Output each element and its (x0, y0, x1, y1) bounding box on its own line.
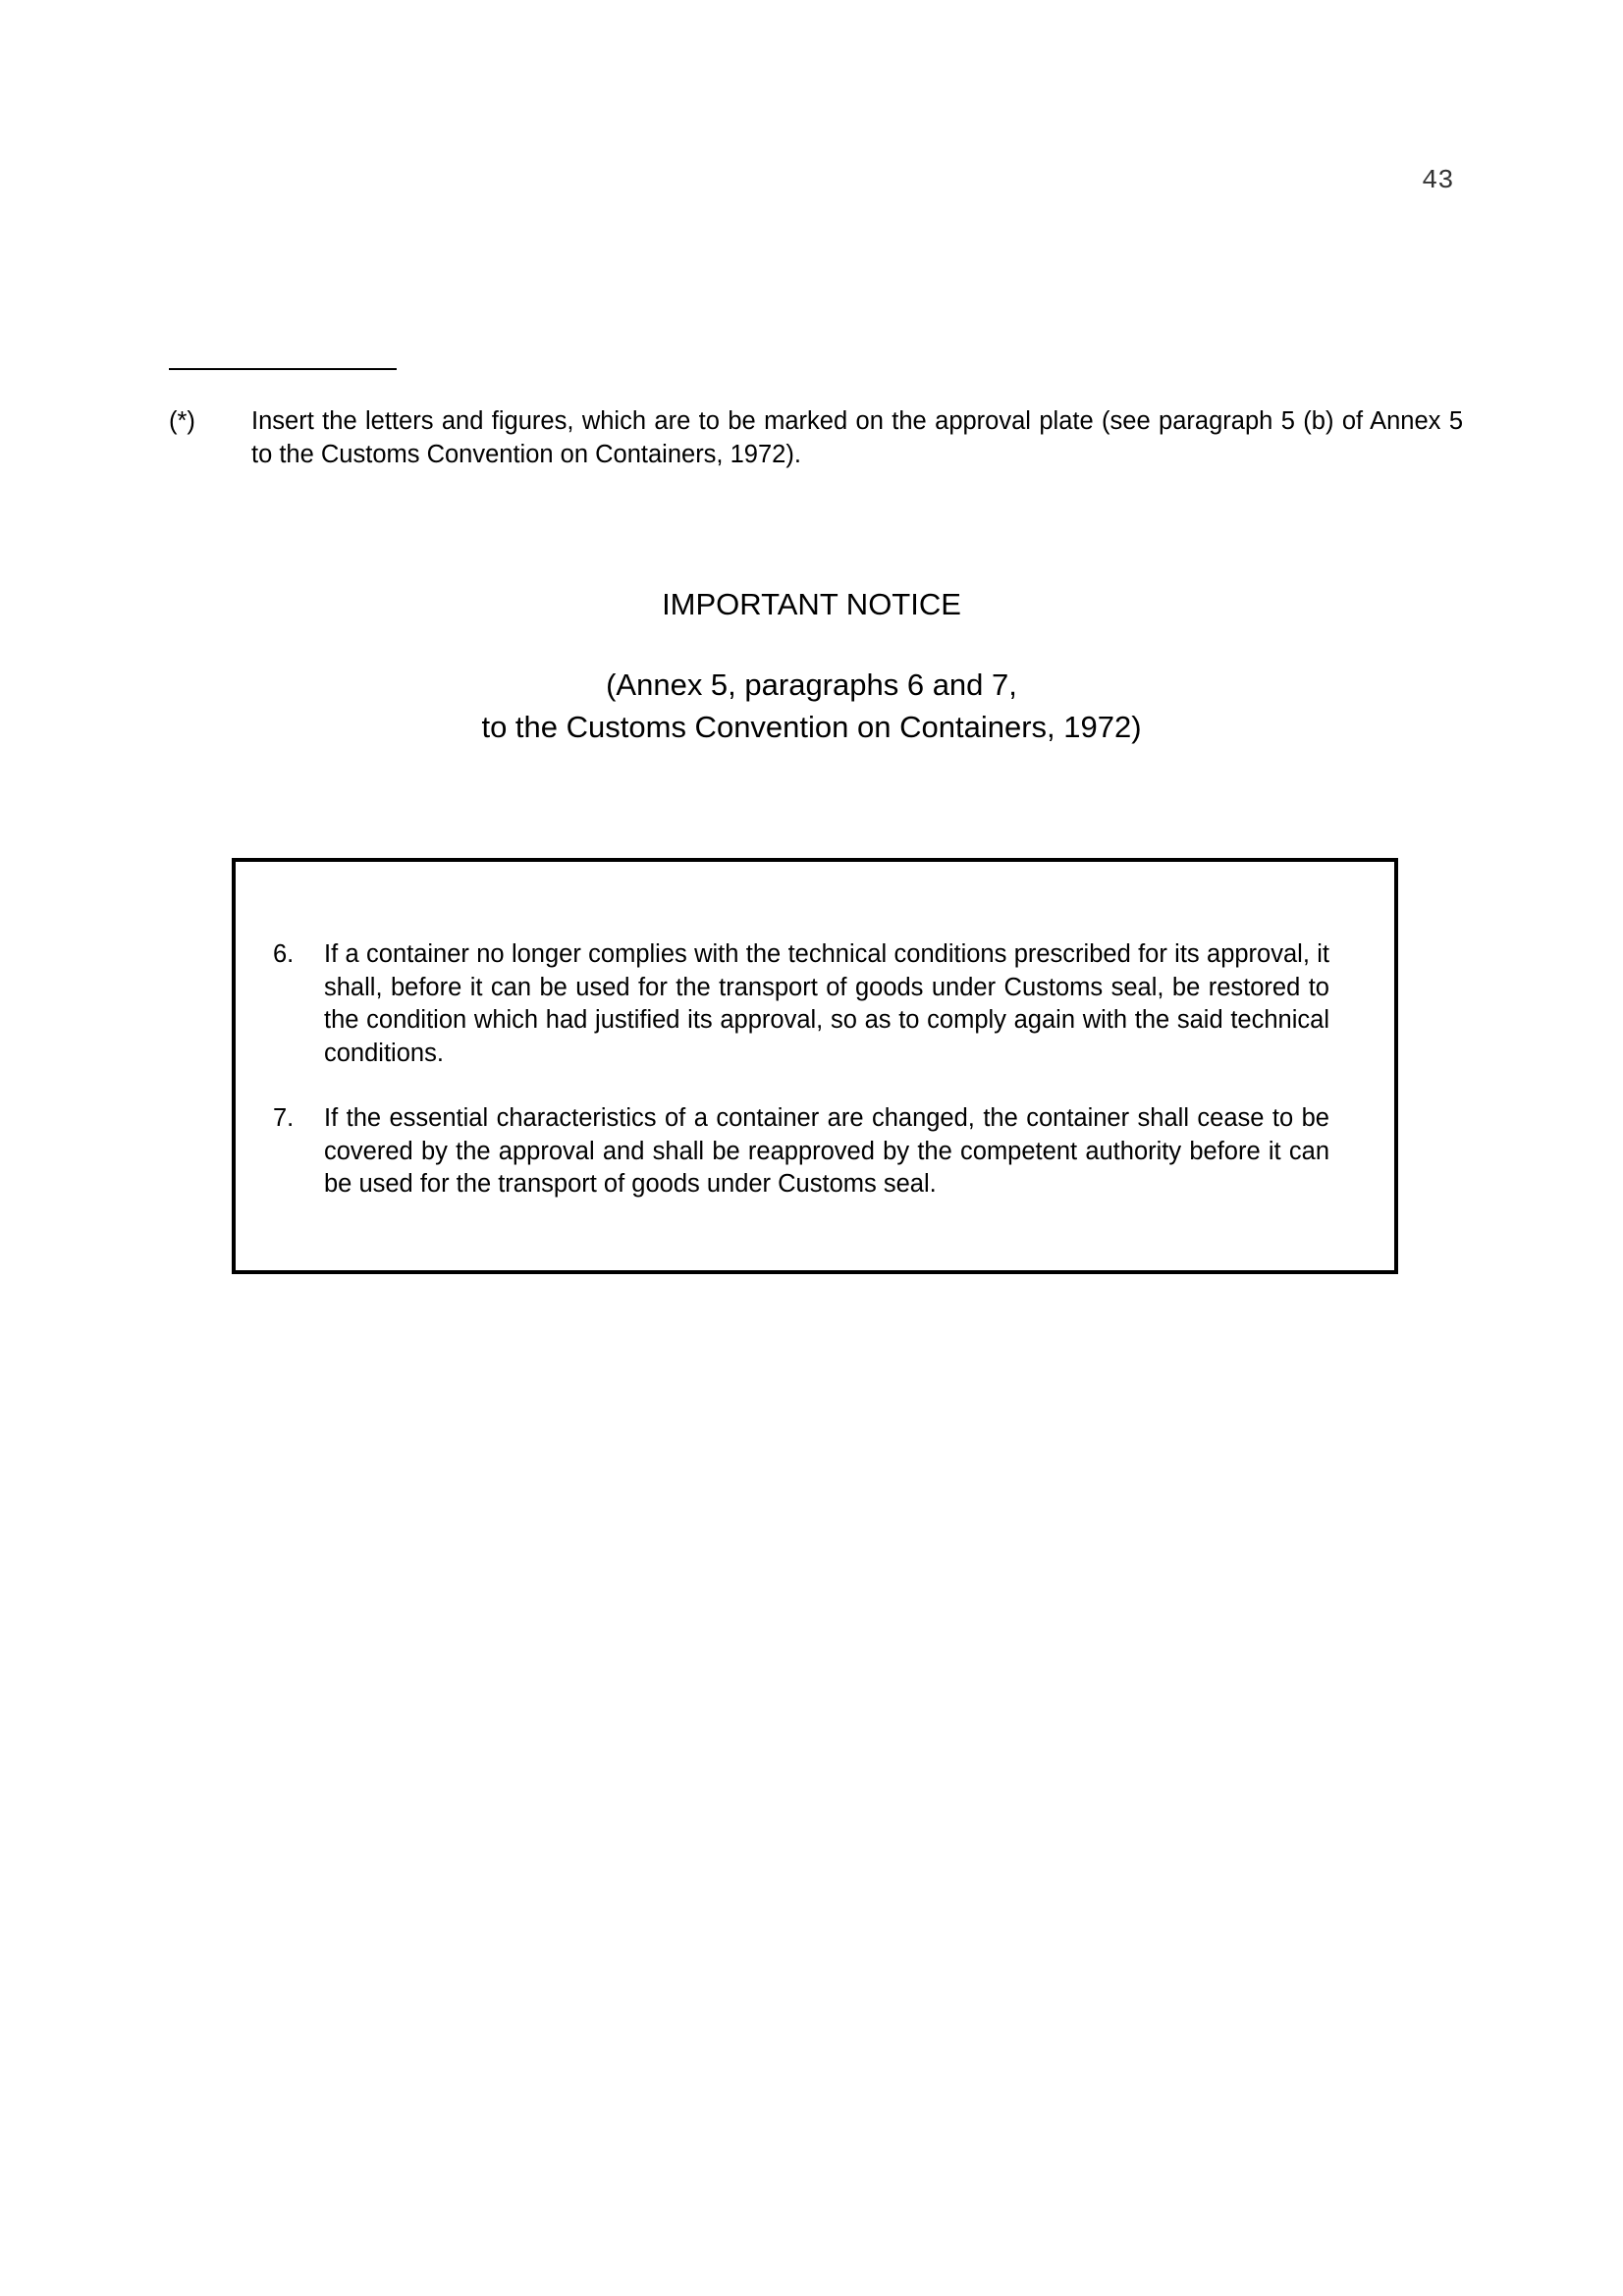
footnote-text: Insert the letters and figures, which are to be marked on the approval plate (see paragraph 5 (b) of Annex 5 to the Customs Convention on Containers, 1972). (251, 407, 1463, 468)
notice-subtitle (0, 664, 1623, 748)
notice-box (232, 858, 1398, 1274)
footnote (169, 404, 1463, 471)
paragraph-number: 6. (273, 940, 295, 968)
notice-subtitle-line-1: (Annex 5, paragraphs 6 and 7, (606, 667, 1017, 702)
footnote-marker: (*) (169, 407, 195, 435)
paragraph-number: 7. (273, 1104, 295, 1132)
paragraph-text: If a container no longer complies with the technical conditions prescribed for its approval, it shall, before it can be used for the transport of goods under Customs seal, be restored to the condition which had justified its approval, so as to comply again with the said technical conditions. (324, 940, 1329, 1067)
page-number: 43 (1422, 167, 1454, 196)
paragraph-text: If the essential characteristics of a container are changed, the container shall cease to be covered by the approval and shall be reapproved by the competent authority before it can be used for the transport of goods under Customs seal. (324, 1104, 1329, 1198)
notice-subtitle-line-2: to the Customs Convention on Containers, 1972) (481, 710, 1142, 744)
footnote-separator (169, 368, 397, 370)
notice-paragraph-7 (273, 1102, 1329, 1201)
notice-paragraph-6 (273, 938, 1329, 1070)
notice-title: IMPORTANT NOTICE (662, 587, 961, 621)
